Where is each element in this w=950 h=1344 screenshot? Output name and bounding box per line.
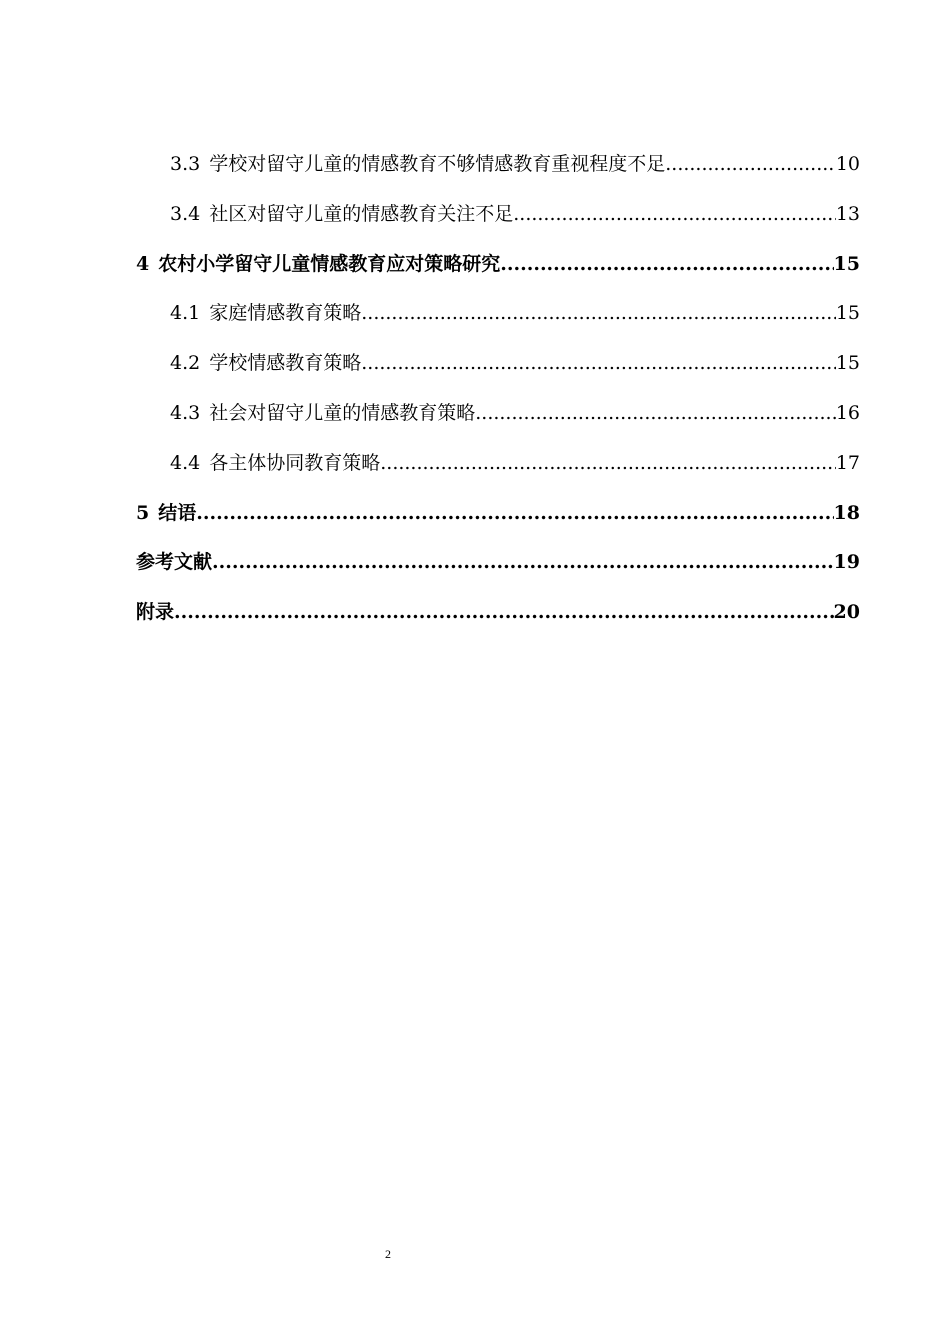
toc-entry-3-3[interactable] bbox=[136, 140, 860, 190]
toc-dot-leader bbox=[174, 588, 834, 638]
toc-dot-leader bbox=[500, 240, 833, 290]
toc-entry-page: 19 bbox=[833, 551, 860, 574]
toc-entry-page: 15 bbox=[835, 302, 860, 325]
toc-entry-3-4[interactable] bbox=[136, 190, 860, 240]
toc-entry-number: 4.1 bbox=[170, 302, 201, 325]
toc-dot-leader bbox=[665, 140, 836, 190]
toc-entry-page: 15 bbox=[833, 252, 860, 275]
toc-entry-page: 10 bbox=[835, 153, 860, 175]
toc-entry-page: 18 bbox=[833, 501, 860, 524]
toc-entry-4[interactable] bbox=[136, 240, 860, 290]
toc-entry-title: 农村小学留守儿童情感教育应对策略研究 bbox=[158, 252, 501, 275]
toc-entry-title: 学校对留守儿童的情感教育不够情感教育重视程度不足 bbox=[209, 153, 666, 175]
toc-entry-number: 3.4 bbox=[170, 202, 201, 225]
toc-entry-title: 参考文献 bbox=[136, 551, 213, 574]
toc-entry-appendix[interactable] bbox=[136, 588, 860, 638]
toc-entry-5[interactable] bbox=[136, 489, 860, 539]
toc-dot-leader bbox=[380, 439, 836, 489]
toc-entry-title: 各主体协同教育策略 bbox=[209, 451, 381, 474]
toc-entry-number: 4.2 bbox=[170, 352, 201, 375]
toc-entry-page: 20 bbox=[833, 601, 860, 624]
toc-entry-page: 16 bbox=[835, 401, 860, 424]
toc-entry-4-4[interactable] bbox=[136, 439, 860, 489]
toc-dot-leader bbox=[513, 190, 836, 240]
toc-entry-title: 社会对留守儿童的情感教育策略 bbox=[209, 401, 476, 424]
toc-entry-number: 4.4 bbox=[170, 451, 201, 474]
toc-entry-4-2[interactable] bbox=[136, 339, 860, 389]
toc-dot-leader bbox=[196, 489, 833, 539]
toc-entry-title: 结语 bbox=[158, 501, 197, 524]
toc-entry-title: 附录 bbox=[136, 601, 175, 624]
table-of-contents bbox=[136, 140, 860, 638]
toc-entry-number: 4.3 bbox=[170, 401, 201, 424]
page-number: 2 bbox=[385, 1247, 391, 1261]
toc-dot-leader bbox=[361, 289, 836, 339]
toc-entry-references[interactable] bbox=[136, 538, 860, 588]
toc-entry-number: 5 bbox=[136, 501, 150, 524]
toc-entry-page: 17 bbox=[835, 451, 860, 474]
toc-entry-title: 社区对留守儿童的情感教育关注不足 bbox=[209, 202, 514, 225]
toc-entry-title: 家庭情感教育策略 bbox=[209, 302, 362, 325]
toc-dot-leader bbox=[212, 538, 834, 588]
toc-entry-number: 3.3 bbox=[170, 153, 201, 175]
toc-entry-4-1[interactable] bbox=[136, 289, 860, 339]
toc-dot-leader bbox=[361, 339, 836, 389]
toc-dot-leader bbox=[475, 389, 836, 439]
toc-entry-4-3[interactable] bbox=[136, 389, 860, 439]
toc-entry-page: 13 bbox=[835, 202, 860, 225]
toc-entry-page: 15 bbox=[835, 352, 860, 375]
toc-entry-number: 4 bbox=[136, 252, 150, 275]
toc-entry-title: 学校情感教育策略 bbox=[209, 352, 362, 375]
